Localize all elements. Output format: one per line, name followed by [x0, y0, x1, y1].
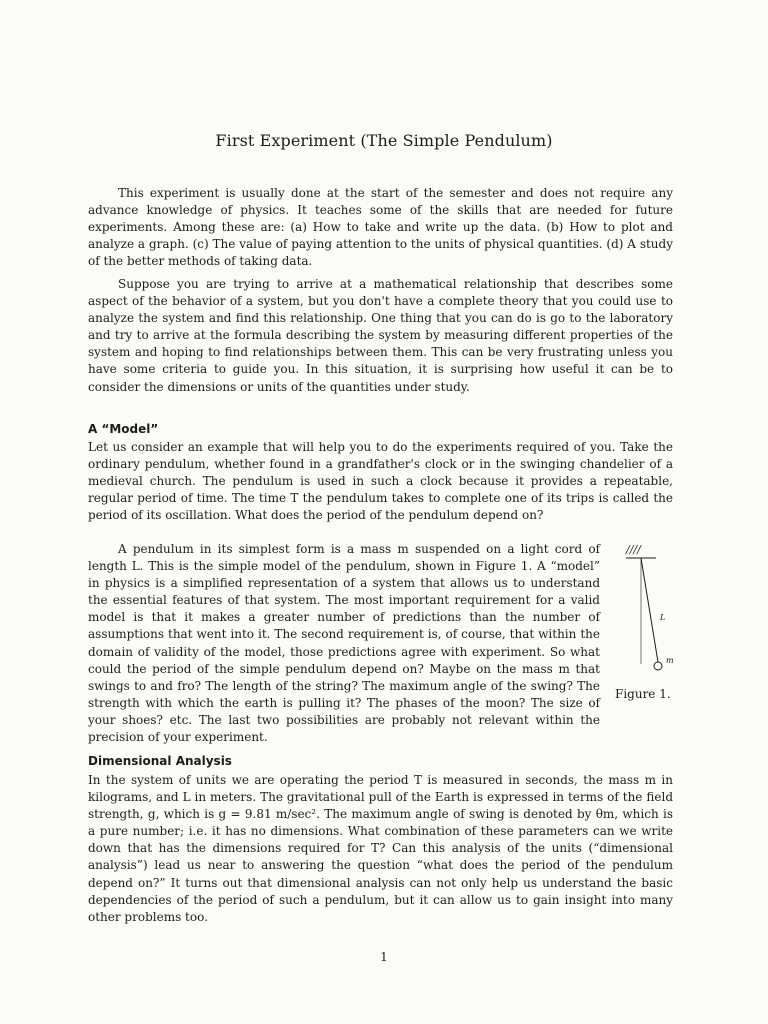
- section-heading-dimensional: Dimensional Analysis: [88, 754, 232, 768]
- figure-caption: Figure 1.: [615, 687, 671, 701]
- pendulum-bob: [654, 662, 662, 670]
- section-heading-model: A “Model”: [88, 422, 159, 436]
- model-intro-paragraph: Let us consider an example that will help you to do the experiments required of you. Take the ordinary pendulum, whether found in a grandfather's clock or in the swinging chandelier of a medieval church. The pendulum is used in such a clock because it provides a repeatable, regular period of time. The time T the pendulum takes to complete one of its trips is called the period of its oscillation. What does the period of the pendulum depend on?: [88, 440, 673, 523]
- pendulum-cord: [641, 558, 658, 662]
- relationship-paragraph: Suppose you are trying to arrive at a mathematical relationship that describes some aspect of the behavior of a system, but you don't have a complete theory that you could use to analyze the system and find this relationship. One thing that you can do is go to the laboratory and try to arrive at the formula describing the system by measuring different properties of the system and hoping to find relationships between them. This can be very frustrating unless you have some criteria to guide you. In this situation, it is surprising how useful it can be to consider the dimensions or units of the quantities under study.: [88, 277, 673, 394]
- support-hatch-label: ////: [626, 543, 641, 556]
- model-detail-paragraph: A pendulum in its simplest form is a mass m suspended on a light cord of length L. This is the simple model of the pendulum, shown in Figure 1. A “model” in physics is a simplified representation of a system that allows us to understand the essential features of that system. The most important requirement for a valid model is that it makes a greater number of predictions than the number of assumptions that went into it. The second requirement is, of course, that within the domain of validity of the model, those predictions agree with experiment. So what could the period of the simple pendulum depend on? Maybe on the mass m that swings to and fro? The length of the string? The maximum angle of the swing? The strength with which the earth is pulling it? The phases of the moon? The size of your shoes? etc. The last two possibilities are probably not relevant within the precision of your experiment.: [88, 542, 600, 745]
- length-label: L: [660, 613, 666, 622]
- page-number: 1: [380, 950, 388, 964]
- page-title: First Experiment (The Simple Pendulum): [215, 131, 553, 150]
- intro-paragraph: This experiment is usually done at the start of the semester and does not require any advance knowledge of physics. It teaches some of the skills that are needed for future experiments. Among these are: (a) How to take and write up the data. (b) How to plot and analyze a graph. (c) The value of paying attention to the units of physical quantities. (d) A study of the better methods of taking data.: [88, 186, 673, 269]
- mass-label: m: [666, 656, 674, 665]
- dimensional-paragraph: In the system of units we are operating the period T is measured in seconds, the mass m in kilograms, and L in meters. The gravitational pull of the Earth is expressed in terms of the field strength, g, which is g = 9.81 m/sec². The maximum angle of swing is denoted by θm, which is a pure number; i.e. it has no dimensions. What combination of these parameters can we write down that has the dimensions required for T? Can this analysis of the units (“dimensional analysis”) lead us near to answering the question “what does the period of the pendulum depend on?” It turns out that dimensional analysis can not only help us understand the basic dependencies of the period of such a pendulum, but it can allow us to gain insight into many other problems too.: [88, 773, 673, 924]
